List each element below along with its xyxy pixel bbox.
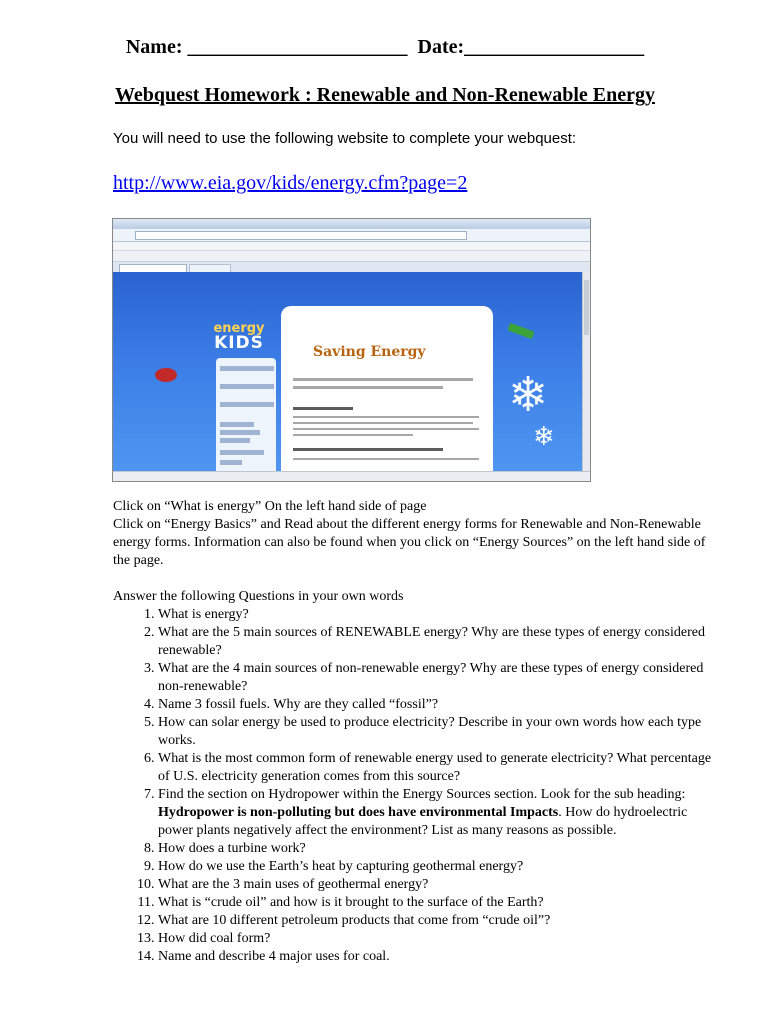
energy-kids-logo: energy KIDS	[213, 321, 265, 353]
snowflake-icon: ❄	[533, 422, 555, 452]
screenshot-side-nav	[216, 358, 276, 471]
direction-2: Click on “Energy Basics” and Read about the different energy forms for Renewable and Non-Renewable energy forms. Information can also be found when you click on “Energy Sources” on the left hand side of the page.	[113, 517, 706, 568]
website-link[interactable]: http://www.eia.gov/kids/energy.cfm?page=2	[113, 172, 468, 194]
question-item: 9. How do we use the Earth’s heat by capturing geothermal energy?	[158, 858, 723, 876]
name-date-line: Name: ______________________ Date:__________________	[125, 36, 645, 58]
question-item: 8. How does a turbine work?	[158, 840, 723, 858]
question-item: 10. What are the 3 main uses of geothermal energy?	[158, 876, 723, 894]
question-7-subheading: Hydropower is non-polluting but does have environmental Impacts	[158, 805, 559, 820]
question-item: 1. What is energy?	[158, 606, 723, 624]
direction-1: Click on “What is energy” On the left hand side of page	[113, 499, 427, 514]
answer-intro: Answer the following Questions in your own words	[113, 589, 404, 604]
question-item: 11. What is “crude oil” and how is it brought to the surface of the Earth?	[158, 894, 723, 912]
questions-section	[113, 498, 723, 966]
page-title: Webquest Homework : Renewable and Non-Renewable Energy	[115, 84, 655, 106]
screenshot-heading: Saving Energy	[313, 344, 426, 360]
question-item: 5. How can solar energy be used to produce electricity? Describe in your own words how each type works.	[158, 714, 723, 750]
question-item: 2. What are the 5 main sources of RENEWABLE energy? Why are these types of energy considered renewable?	[158, 624, 723, 660]
question-item: 4. Name 3 fossil fuels. Why are they called “fossil”?	[158, 696, 723, 714]
question-item: 6. What is the most common form of renewable energy used to generate electricity? What percentage of U.S. electricity generation comes from this source?	[158, 750, 723, 786]
screenshot-main-panel	[281, 306, 493, 471]
question-item: 3. What are the 4 main sources of non-renewable energy? Why are these types of energy considered non-renewable?	[158, 660, 723, 696]
browser-menu-bar	[113, 242, 590, 251]
question-list	[113, 606, 723, 966]
browser-address-bar	[113, 229, 590, 242]
question-item	[158, 786, 723, 840]
question-item: 12. What are 10 different petroleum products that come from “crude oil”?	[158, 912, 723, 930]
browser-status-bar	[113, 471, 590, 481]
snowflake-icon: ❄	[508, 367, 549, 423]
bird-icon	[155, 368, 177, 382]
screenshot-page-content	[113, 272, 583, 471]
website-instruction: You will need to use the following website to complete your webquest:	[113, 130, 577, 147]
browser-favorites-bar	[113, 251, 590, 262]
plug-icon	[507, 323, 534, 339]
question-7-tail: . How do hydroelectric power plants negatively affect the environment? List as many reasons as possible.	[158, 805, 688, 838]
browser-titlebar	[113, 219, 590, 229]
question-7-text: Find the section on Hydropower within the Energy Sources section. Look for the sub heading:	[158, 787, 686, 802]
screenshot-scrollbar	[582, 272, 590, 471]
question-item: 14. Name and describe 4 major uses for coal.	[158, 948, 723, 966]
question-item: 13. How did coal form?	[158, 930, 723, 948]
website-screenshot	[112, 218, 591, 482]
